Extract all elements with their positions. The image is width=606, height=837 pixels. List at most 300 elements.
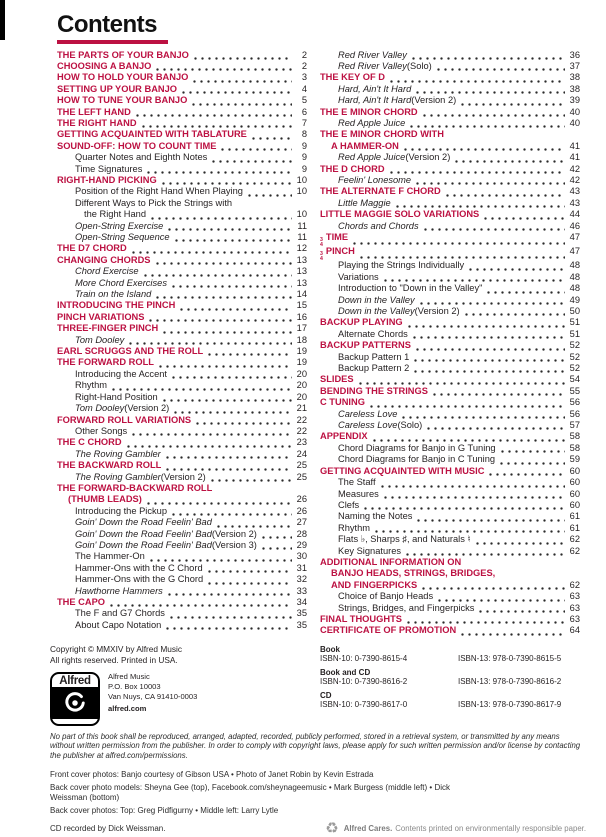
toc-entry [320, 61, 580, 72]
toc-entry-suffix: (Version 2) [405, 152, 451, 163]
dot-leader [130, 433, 292, 436]
toc-entry [320, 317, 580, 328]
toc-entry-page: 35 [296, 619, 307, 630]
toc-entry-page: 51 [569, 317, 580, 328]
toc-entry-label: RIGHT-HAND PICKING [57, 174, 157, 185]
toc-entry-label: The Hammer-On [75, 551, 145, 562]
toc-entry-label: BACKUP PATTERNS [320, 340, 411, 351]
dot-leader [425, 427, 565, 430]
isbn-13: ISBN-13: 978-0-7390-8617-9 [458, 700, 562, 710]
toc-entry-page: 5 [301, 95, 307, 106]
isbn-10: ISBN-10: 0-7390-8615-4 [320, 654, 408, 664]
toc-entry-label: Quarter Notes and Eighth Notes [75, 152, 208, 163]
toc-entry-page: 17 [296, 323, 307, 334]
toc-entry-page: 60 [569, 488, 580, 499]
toc-entry [320, 175, 580, 186]
toc-entry-page: 15 [296, 300, 307, 311]
dot-leader [164, 468, 292, 471]
toc-entry-page: 48 [569, 283, 580, 294]
toc-entry-label: Different Ways to Pick the Strings with [75, 197, 233, 208]
dot-leader [246, 194, 292, 197]
toc-entry [320, 420, 580, 431]
toc-entry [320, 500, 580, 511]
toc-entry [57, 72, 307, 83]
address-line: P.O. Box 10003 [108, 681, 161, 691]
toc-entry [57, 278, 307, 289]
toc-entry-label: The Roving Gambler [75, 471, 161, 482]
dot-leader [145, 171, 292, 174]
toc-entry-suffix: (Version 2) [160, 471, 206, 482]
toc-entry [320, 363, 580, 374]
dot-leader [459, 103, 565, 106]
fraction-denominator: 4 [320, 241, 323, 248]
toc-entry [57, 152, 307, 163]
toc-entry [57, 529, 307, 540]
toc-entry-label: Variations [338, 271, 379, 282]
toc-entry-label: Right-Hand Position [75, 391, 158, 402]
isbn-10: ISBN-10: 0-7390-8617-0 [320, 700, 408, 710]
toc-entry [320, 329, 580, 340]
toc-entry-page: 33 [296, 585, 307, 596]
toc-entry-label: LITTLE MAGGIE SOLO VARIATIONS [320, 209, 480, 220]
toc-entry-page: 22 [296, 425, 307, 436]
toc-entry [57, 198, 307, 209]
toc-entry-page: 20 [296, 368, 307, 379]
toc-entry-page: 6 [301, 106, 307, 117]
toc-entry-label: C TUNING [320, 397, 365, 408]
toc-entry-label: Choice of Banjo Heads [338, 591, 434, 602]
toc-entry-page: 47 [569, 246, 580, 257]
isbn-group [320, 645, 561, 664]
dot-leader [250, 137, 292, 140]
toc-entry [57, 84, 307, 95]
eco-statement [325, 821, 586, 836]
dot-leader [170, 376, 292, 379]
toc-entry-suffix: (Solo) [406, 60, 432, 71]
toc-entry [57, 574, 307, 585]
toc-entry-label: APPENDIX [320, 431, 368, 442]
dot-leader [414, 91, 565, 94]
toc-entry-label: PINCH VARIATIONS [57, 311, 145, 322]
toc-entry [320, 272, 580, 283]
dot-leader [400, 416, 565, 419]
header [0, 0, 606, 44]
toc-entry [57, 403, 307, 414]
toc-entry-label: THE E MINOR CHORD [320, 106, 418, 117]
dot-leader [206, 582, 292, 585]
toc-column-left [57, 50, 307, 637]
toc-entry-label: PINCH [325, 246, 355, 257]
toc-entry-page: 10 [296, 186, 307, 197]
toc-entry-label: THE FORWARD ROLL [57, 357, 154, 368]
toc-entry-page: 59 [569, 454, 580, 465]
toc-entry-label: THE CAPO [57, 597, 106, 607]
toc-entry [320, 511, 580, 522]
toc-entry-label: BANJO HEADS, STRINGS, BRIDGES, [331, 568, 496, 579]
toc-entry [57, 460, 307, 471]
dot-leader [415, 519, 565, 522]
toc-entry-label: The Roving Gambler [75, 448, 161, 459]
print-registration-mark [0, 0, 5, 40]
dot-leader [362, 507, 565, 510]
dot-leader [467, 268, 565, 271]
toc-entry-label: Chord Diagrams for Banjo in C Tuning [338, 454, 496, 465]
dot-leader [260, 547, 292, 550]
toc-entry-label: THE C CHORD [57, 437, 122, 448]
toc-entry [320, 557, 580, 568]
toc-entry [320, 118, 580, 129]
toc-entry-page: 64 [569, 625, 580, 636]
toc-entry-page: 36 [569, 49, 580, 60]
dot-leader [357, 382, 565, 385]
toc-entry-label: SLIDES [320, 374, 354, 385]
page-title: Contents [57, 11, 157, 38]
isbn-format-label: Book and CD [320, 667, 371, 677]
toc-entry [57, 608, 307, 619]
toc-entry [57, 426, 307, 437]
toc-entry-page: 52 [569, 363, 580, 374]
dot-leader [191, 80, 292, 83]
toc-entry-label: THE ALTERNATE F CHORD [320, 186, 441, 197]
toc-entry-label: INTRODUCING THE PINCH [57, 300, 176, 311]
toc-entry-page: 43 [569, 197, 580, 208]
toc-entry [320, 84, 580, 95]
time-signature-fraction [320, 238, 323, 247]
dot-leader [431, 393, 565, 396]
toc-entry-page: 47 [569, 232, 580, 242]
dot-leader [219, 148, 292, 151]
dot-leader [164, 627, 292, 630]
toc-entry-label: About Capo Notation [75, 619, 162, 630]
toc-entry-label: Strings, Bridges, and Fingerpicks [338, 602, 475, 613]
toc-entry-label: Hawthorne Hammers [75, 585, 163, 596]
toc-entry-label: Chords and Chords [338, 220, 419, 231]
toc-entry-page: 11 [297, 232, 307, 242]
toc-entry-page: 63 [569, 591, 580, 602]
dot-leader [190, 103, 292, 106]
toc-entry-page: 23 [296, 437, 307, 448]
toc-entry-label: Measures [338, 488, 379, 499]
dot-leader [368, 405, 565, 408]
dot-leader [351, 242, 565, 245]
toc-entry [320, 107, 580, 118]
toc-entry [57, 164, 307, 175]
toc-entry-label: Red Apple Juice [338, 117, 406, 128]
toc-entry [57, 300, 307, 311]
toc-entry-label: A HAMMER-ON [331, 140, 399, 151]
toc-entry-page: 62 [569, 534, 580, 545]
dot-leader [157, 365, 292, 368]
toc-entry-label: Red Apple Juice [338, 152, 406, 163]
toc-entry [57, 380, 307, 391]
toc-entry-label: Goin' Down the Road Feelin' Bad [75, 539, 212, 550]
toc-entry [320, 443, 580, 454]
eco-statement-bold: Alfred Cares. [343, 823, 393, 833]
toc-entry [57, 357, 307, 368]
toc-entry-page: 61 [569, 522, 580, 533]
toc-entry [320, 152, 580, 163]
toc-entry-page: 13 [296, 266, 307, 277]
toc-entry [320, 546, 580, 557]
dot-leader [178, 308, 292, 311]
toc-entry-page: 50 [569, 306, 580, 316]
dot-leader [388, 171, 565, 174]
toc-entry-page: 43 [569, 186, 580, 197]
isbn-group [320, 668, 561, 687]
dot-leader [379, 485, 565, 488]
toc-entry-page: 56 [569, 408, 580, 419]
toc-entry [320, 523, 580, 534]
toc-entry-page: 28 [296, 528, 307, 539]
isbn-list [320, 644, 561, 726]
toc-entry [320, 454, 580, 465]
toc-entry-page: 55 [569, 385, 580, 396]
dot-leader [411, 336, 565, 339]
publisher-website: alfred.com [108, 703, 147, 713]
toc-entry-page: 60 [569, 465, 580, 476]
toc-entry [57, 415, 307, 426]
toc-entry [57, 551, 307, 562]
toc-entry [57, 186, 307, 197]
toc-entry-label: THE PARTS OF YOUR BANJO [57, 49, 189, 60]
toc-entry-label: Hard, Ain't It Hard [338, 83, 412, 94]
toc-column-right [320, 50, 580, 637]
toc-entry [320, 340, 580, 351]
dot-leader [410, 57, 565, 60]
toc-entry [320, 580, 580, 591]
toc-entry-page: 3 [301, 72, 307, 83]
toc-entry-label: SOUND-OFF: HOW TO COUNT TIME [57, 140, 217, 151]
toc-entry [320, 306, 580, 317]
toc-entry-page: 37 [569, 60, 580, 71]
toc-entry-page: 24 [296, 448, 307, 459]
toc-entry [57, 517, 307, 528]
dot-leader [160, 182, 292, 185]
dot-leader [405, 621, 565, 624]
address-line: Alfred Music [108, 671, 150, 681]
dot-leader [499, 450, 565, 453]
toc-entry [57, 597, 307, 608]
toc-entry-label: Hammer-Ons with the G Chord [75, 574, 204, 585]
toc-entry-label: FINAL THOUGHTS [320, 613, 402, 624]
toc-entry-page: 58 [569, 442, 580, 453]
toc-entry-page: 41 [569, 140, 580, 151]
dot-leader [166, 593, 292, 596]
toc-entry-label: Red River Valley [338, 49, 407, 60]
toc-entry [57, 95, 307, 106]
toc-entry [57, 61, 307, 72]
toc-entry [320, 625, 580, 636]
toc-entry [320, 352, 580, 363]
toc-entry [57, 494, 307, 505]
title-underline [57, 40, 168, 44]
toc-entry-label: Tom Dooley [75, 403, 125, 414]
toc-entry-label: Little Maggie [338, 197, 391, 208]
toc-entry-page: 35 [296, 608, 307, 619]
toc-entry-label: Playing the Strings Individually [338, 260, 465, 271]
dot-leader [420, 587, 565, 590]
cd-credit: CD recorded by Dick Weissman. [50, 823, 166, 833]
toc-entry-suffix: (Version 3) [211, 539, 257, 550]
toc-entry-label: Rhythm [338, 522, 371, 533]
toc-entry-label: THE D7 CHORD [57, 243, 127, 254]
toc-entry [320, 295, 580, 306]
dot-leader [444, 194, 565, 197]
toc-entry [320, 198, 580, 209]
dot-leader [161, 331, 292, 334]
dot-leader [463, 313, 565, 316]
toc-entry [320, 232, 580, 246]
dot-leader [134, 114, 292, 117]
toc-entry-label: Goin' Down the Road Feelin' Bad [75, 517, 212, 528]
toc-entry [320, 477, 580, 488]
dot-leader [414, 348, 565, 351]
dot-leader [172, 411, 292, 414]
toc-entry [57, 209, 307, 220]
toc-entry [57, 221, 307, 232]
toc-entry-page: 27 [296, 517, 307, 528]
dot-leader [382, 279, 565, 282]
toc-entry-suffix: (Version 2) [124, 403, 170, 414]
toc-entry-page: 9 [301, 140, 307, 151]
dot-leader [408, 125, 565, 128]
toc-entry-page: 34 [296, 597, 307, 607]
dot-leader [485, 291, 565, 294]
toc-entry [320, 72, 580, 83]
dot-leader [127, 342, 292, 345]
toc-entry-page: 2 [301, 60, 307, 71]
toc-entry-label: BACKUP PLAYING [320, 317, 403, 328]
toc-entry-page: 25 [296, 460, 307, 471]
dot-leader [161, 399, 292, 402]
toc-entry-page: 57 [569, 420, 580, 431]
toc-entry-label: TIME [325, 232, 349, 242]
toc-entry [57, 392, 307, 403]
dot-leader [192, 57, 292, 60]
toc-entry [320, 50, 580, 61]
toc-entry-page: 16 [296, 311, 307, 322]
toc-entry-page: 4 [301, 83, 307, 94]
toc-entry-page: 49 [569, 294, 580, 305]
toc-entry [57, 255, 307, 266]
toc-entry-page: 19 [296, 357, 307, 368]
toc-entry-page: 7 [301, 117, 307, 128]
toc-entry-label: Feelin' Lonesome [338, 174, 412, 185]
toc-entry-page: 38 [569, 72, 580, 83]
dot-leader [371, 439, 565, 442]
toc-entry-page: 9 [301, 163, 307, 174]
toc-entry-label: Key Signatures [338, 545, 402, 556]
toc-entry [57, 312, 307, 323]
toc-entry [320, 386, 580, 397]
toc-entry-page: 10 [296, 174, 307, 185]
toc-entry [57, 346, 307, 357]
dot-leader [154, 68, 292, 71]
publisher-section [50, 644, 586, 836]
toc-entry [57, 266, 307, 277]
address-line: Van Nuys, CA 91410-0003 [108, 691, 198, 701]
toc-entry [57, 472, 307, 483]
dot-leader [108, 604, 292, 607]
dot-leader [164, 456, 292, 459]
toc-entry [57, 620, 307, 631]
toc-entry [320, 534, 580, 545]
dot-leader [402, 148, 565, 151]
fraction-numerator: 3 [320, 251, 323, 258]
toc-entry-page: 48 [569, 260, 580, 271]
dot-leader [358, 256, 565, 259]
dot-leader [154, 296, 292, 299]
toc-entry-page: 54 [569, 374, 580, 385]
toc-entry [320, 221, 580, 232]
publisher-address [108, 672, 197, 714]
toc-entry-label: Train on the Island [75, 289, 152, 300]
copyright-line: All rights reserved. Printed in USA. [50, 654, 178, 665]
dot-leader [406, 325, 565, 328]
dot-leader [154, 262, 293, 265]
toc-entry-label: THE KEY OF D [320, 72, 385, 83]
dot-leader [474, 542, 565, 545]
dot-leader [436, 599, 565, 602]
dot-leader [373, 530, 565, 533]
dot-leader [145, 502, 292, 505]
dot-leader [209, 479, 292, 482]
toc-entry-label: SETTING UP YOUR BANJO [57, 83, 178, 94]
toc-entry-label: AND FINGERPICKS [331, 579, 418, 590]
alfred-logo-glyph-icon [52, 687, 98, 719]
toc-entry [320, 95, 580, 106]
dot-leader [166, 228, 292, 231]
toc-entry-label: The F and G7 Chords [75, 608, 165, 619]
dot-leader [180, 91, 292, 94]
credit-line: Front cover photos: Banjo courtesy of Gibson USA • Photo of Janet Robin by Kevin Estrada [50, 769, 374, 779]
toc-entry-label: Clefs [338, 499, 360, 510]
toc-entry [57, 141, 307, 152]
dot-leader [404, 553, 565, 556]
toc-entry-label: Position of the Right Hand When Playing [75, 186, 243, 197]
toc-entry [57, 107, 307, 118]
toc-entry-label: CHOOSING A BANJO [57, 60, 152, 71]
toc-entry-label: THE BACKWARD ROLL [57, 460, 162, 471]
toc-entry [57, 506, 307, 517]
toc-entry [57, 289, 307, 300]
time-signature-fraction [320, 252, 323, 261]
toc-entry-label: Rhythm [75, 380, 108, 391]
dot-leader [260, 536, 292, 539]
dot-leader [388, 80, 565, 83]
toc-entry-label: Backup Pattern 1 [338, 351, 410, 362]
toc-entry-page: 9 [301, 152, 307, 163]
toc-entry [57, 563, 307, 574]
toc-entry-label: ADDITIONAL INFORMATION ON [320, 556, 462, 567]
dot-leader [110, 388, 292, 391]
toc-entry [57, 323, 307, 334]
copyright-line: Copyright © MMXIV by Alfred Music [50, 643, 182, 654]
toc-entry-label: FORWARD ROLL VARIATIONS [57, 414, 192, 425]
dot-leader [435, 68, 565, 71]
toc-entry-label: THE FORWARD-BACKWARD ROLL [57, 482, 213, 493]
toc-entry-label: GETTING ACQUAINTED WITH MUSIC [320, 465, 485, 476]
toc-entry [320, 209, 580, 220]
toc-entry [320, 374, 580, 385]
toc-entry-label: EARL SCRUGGS AND THE ROLL [57, 346, 204, 357]
toc-entry-label: Backup Pattern 2 [338, 363, 410, 374]
toc-entry-page: 20 [296, 391, 307, 402]
toc-entry [57, 243, 307, 254]
toc-entry-label: Red River Valley [338, 60, 407, 71]
dot-leader [422, 228, 565, 231]
toc-entry-page: 41 [569, 152, 580, 163]
